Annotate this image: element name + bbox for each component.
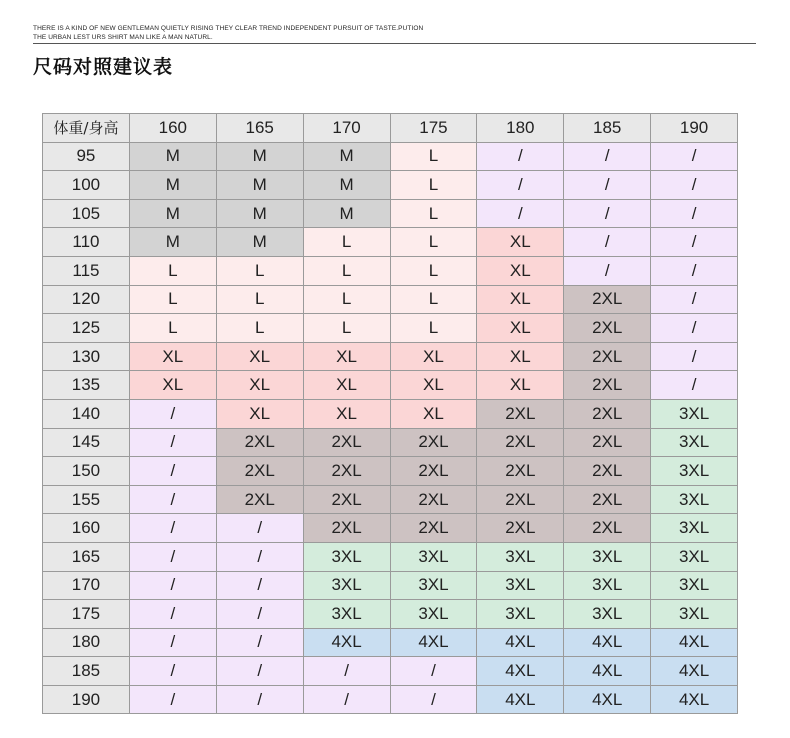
table-row xyxy=(43,571,738,600)
size-cell: 3XL xyxy=(651,542,738,571)
size-cell: M xyxy=(303,142,390,171)
table-row xyxy=(43,628,738,657)
size-cell: 3XL xyxy=(477,542,564,571)
size-cell: M xyxy=(129,142,216,171)
size-cell: / xyxy=(216,657,303,686)
table-row xyxy=(43,342,738,371)
height-header-cell: 175 xyxy=(390,114,477,143)
corner-label: 体重/身高 xyxy=(43,114,130,143)
weight-label-cell: 100 xyxy=(43,171,130,200)
size-cell: XL xyxy=(129,371,216,400)
size-cell: L xyxy=(390,199,477,228)
size-cell: 2XL xyxy=(564,514,651,543)
size-cell: L xyxy=(129,256,216,285)
size-cell: / xyxy=(129,542,216,571)
size-cell: / xyxy=(129,685,216,714)
size-cell: 4XL xyxy=(390,628,477,657)
size-cell: 3XL xyxy=(303,571,390,600)
height-header-cell: 185 xyxy=(564,114,651,143)
size-cell: 2XL xyxy=(390,457,477,486)
size-cell: 3XL xyxy=(564,542,651,571)
table-row xyxy=(43,371,738,400)
size-cell: 3XL xyxy=(651,571,738,600)
size-cell: L xyxy=(216,285,303,314)
size-cell: / xyxy=(651,371,738,400)
size-cell: / xyxy=(303,657,390,686)
size-cell: / xyxy=(477,171,564,200)
size-cell: / xyxy=(651,142,738,171)
table-row xyxy=(43,485,738,514)
size-cell: / xyxy=(651,342,738,371)
size-cell: 3XL xyxy=(477,600,564,629)
size-cell: M xyxy=(216,171,303,200)
weight-label-cell: 185 xyxy=(43,657,130,686)
size-cell: XL xyxy=(216,399,303,428)
size-cell: 2XL xyxy=(564,371,651,400)
size-cell: M xyxy=(129,228,216,257)
size-cell: 2XL xyxy=(216,485,303,514)
size-cell: / xyxy=(129,628,216,657)
weight-label-cell: 140 xyxy=(43,399,130,428)
size-cell: 2XL xyxy=(564,314,651,343)
height-header-cell: 180 xyxy=(477,114,564,143)
size-cell: L xyxy=(303,228,390,257)
size-cell: 2XL xyxy=(390,514,477,543)
size-cell: 3XL xyxy=(651,600,738,629)
weight-label-cell: 95 xyxy=(43,142,130,171)
size-cell: / xyxy=(129,657,216,686)
weight-label-cell: 160 xyxy=(43,514,130,543)
weight-label-cell: 190 xyxy=(43,685,130,714)
table-row xyxy=(43,542,738,571)
size-cell: 3XL xyxy=(303,542,390,571)
size-cell: XL xyxy=(216,371,303,400)
size-chart-body xyxy=(43,114,738,714)
size-cell: / xyxy=(564,228,651,257)
table-row xyxy=(43,314,738,343)
weight-label-cell: 125 xyxy=(43,314,130,343)
size-cell: 2XL xyxy=(303,514,390,543)
size-cell: L xyxy=(390,171,477,200)
table-row xyxy=(43,657,738,686)
size-cell: 2XL xyxy=(303,457,390,486)
size-cell: 2XL xyxy=(564,428,651,457)
size-cell: XL xyxy=(390,371,477,400)
size-cell: 4XL xyxy=(564,657,651,686)
size-cell: 2XL xyxy=(303,428,390,457)
size-cell: 2XL xyxy=(303,485,390,514)
size-cell: 4XL xyxy=(477,685,564,714)
size-cell: 3XL xyxy=(651,514,738,543)
size-cell: 2XL xyxy=(564,342,651,371)
size-cell: 3XL xyxy=(651,428,738,457)
weight-label-cell: 135 xyxy=(43,371,130,400)
table-row xyxy=(43,514,738,543)
size-cell: XL xyxy=(477,256,564,285)
size-cell: XL xyxy=(303,399,390,428)
table-row xyxy=(43,399,738,428)
size-cell: 2XL xyxy=(564,399,651,428)
size-cell: / xyxy=(564,171,651,200)
size-cell: 2XL xyxy=(564,457,651,486)
size-cell: / xyxy=(651,285,738,314)
size-cell: / xyxy=(564,142,651,171)
size-cell: 2XL xyxy=(390,428,477,457)
weight-label-cell: 105 xyxy=(43,199,130,228)
table-row xyxy=(43,457,738,486)
size-cell: / xyxy=(216,628,303,657)
size-cell: M xyxy=(216,228,303,257)
weight-label-cell: 165 xyxy=(43,542,130,571)
size-cell: / xyxy=(651,228,738,257)
size-chart-table xyxy=(42,113,738,714)
size-cell: M xyxy=(129,171,216,200)
size-cell: XL xyxy=(129,342,216,371)
table-row xyxy=(43,285,738,314)
size-cell: L xyxy=(390,228,477,257)
height-header-cell: 190 xyxy=(651,114,738,143)
size-cell: L xyxy=(390,256,477,285)
size-cell: L xyxy=(216,256,303,285)
size-cell: 2XL xyxy=(564,285,651,314)
size-cell: 2XL xyxy=(216,457,303,486)
size-cell: 4XL xyxy=(477,628,564,657)
size-cell: 3XL xyxy=(477,571,564,600)
size-cell: 2XL xyxy=(216,428,303,457)
size-cell: XL xyxy=(303,371,390,400)
table-row xyxy=(43,199,738,228)
size-cell: / xyxy=(216,514,303,543)
weight-label-cell: 115 xyxy=(43,256,130,285)
size-cell: 2XL xyxy=(477,457,564,486)
weight-label-cell: 180 xyxy=(43,628,130,657)
size-cell: 2XL xyxy=(390,485,477,514)
size-cell: L xyxy=(303,314,390,343)
size-cell: M xyxy=(216,142,303,171)
size-cell: 4XL xyxy=(303,628,390,657)
size-cell: / xyxy=(129,485,216,514)
height-header-row xyxy=(43,114,738,143)
size-cell: / xyxy=(651,171,738,200)
size-cell: XL xyxy=(477,342,564,371)
size-cell: / xyxy=(564,199,651,228)
weight-label-cell: 155 xyxy=(43,485,130,514)
size-cell: 4XL xyxy=(651,628,738,657)
size-cell: M xyxy=(303,199,390,228)
size-cell: / xyxy=(216,600,303,629)
height-header-cell: 170 xyxy=(303,114,390,143)
size-cell: XL xyxy=(216,342,303,371)
height-header-cell: 160 xyxy=(129,114,216,143)
size-cell: M xyxy=(216,199,303,228)
size-cell: 4XL xyxy=(651,657,738,686)
size-cell: / xyxy=(129,514,216,543)
size-cell: / xyxy=(129,571,216,600)
size-cell: 4XL xyxy=(651,685,738,714)
size-cell: 2XL xyxy=(477,514,564,543)
size-cell: XL xyxy=(303,342,390,371)
table-row xyxy=(43,428,738,457)
size-cell: 2XL xyxy=(477,485,564,514)
size-cell: 3XL xyxy=(651,399,738,428)
size-cell: / xyxy=(564,256,651,285)
size-cell: / xyxy=(216,685,303,714)
size-cell: 3XL xyxy=(390,542,477,571)
size-cell: XL xyxy=(390,399,477,428)
size-cell: / xyxy=(129,600,216,629)
table-row xyxy=(43,228,738,257)
size-cell: / xyxy=(216,542,303,571)
size-cell: XL xyxy=(477,228,564,257)
size-cell: 4XL xyxy=(564,628,651,657)
table-row xyxy=(43,256,738,285)
page-title: 尺码对照建议表 xyxy=(33,56,174,78)
table-row xyxy=(43,171,738,200)
size-cell: 2XL xyxy=(477,399,564,428)
size-cell: L xyxy=(390,142,477,171)
weight-label-cell: 130 xyxy=(43,342,130,371)
table-row xyxy=(43,142,738,171)
size-cell: L xyxy=(390,285,477,314)
size-cell: / xyxy=(390,685,477,714)
weight-label-cell: 110 xyxy=(43,228,130,257)
size-cell: / xyxy=(129,457,216,486)
size-cell: / xyxy=(651,314,738,343)
size-cell: L xyxy=(303,285,390,314)
size-cell: 2XL xyxy=(477,428,564,457)
height-header-cell: 165 xyxy=(216,114,303,143)
size-cell: L xyxy=(129,314,216,343)
weight-label-cell: 175 xyxy=(43,600,130,629)
size-cell: 3XL xyxy=(651,485,738,514)
size-cell: L xyxy=(390,314,477,343)
brand-tagline: THERE IS A KIND OF NEW GENTLEMAN QUIETLY RISING THEY CLEAR TREND INDEPENDENT PURSUIT OF TASTE.PUTION THE URBAN LEST URS SHIRT MAN LIKE A MAN NATURL. xyxy=(33,25,424,41)
size-cell: / xyxy=(390,657,477,686)
size-cell: 3XL xyxy=(651,457,738,486)
size-cell: / xyxy=(477,142,564,171)
size-cell: XL xyxy=(390,342,477,371)
size-cell: M xyxy=(303,171,390,200)
size-cell: 3XL xyxy=(390,600,477,629)
weight-label-cell: 150 xyxy=(43,457,130,486)
size-cell: XL xyxy=(477,371,564,400)
size-cell: L xyxy=(129,285,216,314)
size-cell: / xyxy=(216,571,303,600)
size-cell: M xyxy=(129,199,216,228)
weight-label-cell: 120 xyxy=(43,285,130,314)
size-cell: L xyxy=(216,314,303,343)
weight-label-cell: 145 xyxy=(43,428,130,457)
size-cell: 4XL xyxy=(564,685,651,714)
size-cell: / xyxy=(477,199,564,228)
size-cell: 4XL xyxy=(477,657,564,686)
size-cell: / xyxy=(651,256,738,285)
size-cell: 3XL xyxy=(564,571,651,600)
size-cell: / xyxy=(303,685,390,714)
size-cell: / xyxy=(129,399,216,428)
size-cell: L xyxy=(303,256,390,285)
size-cell: XL xyxy=(477,314,564,343)
size-cell: 2XL xyxy=(564,485,651,514)
size-cell: XL xyxy=(477,285,564,314)
table-row xyxy=(43,685,738,714)
weight-label-cell: 170 xyxy=(43,571,130,600)
size-cell: / xyxy=(651,199,738,228)
header-divider xyxy=(33,43,756,44)
size-cell: / xyxy=(129,428,216,457)
size-cell: 3XL xyxy=(303,600,390,629)
size-cell: 3XL xyxy=(390,571,477,600)
size-cell: 3XL xyxy=(564,600,651,629)
table-row xyxy=(43,600,738,629)
